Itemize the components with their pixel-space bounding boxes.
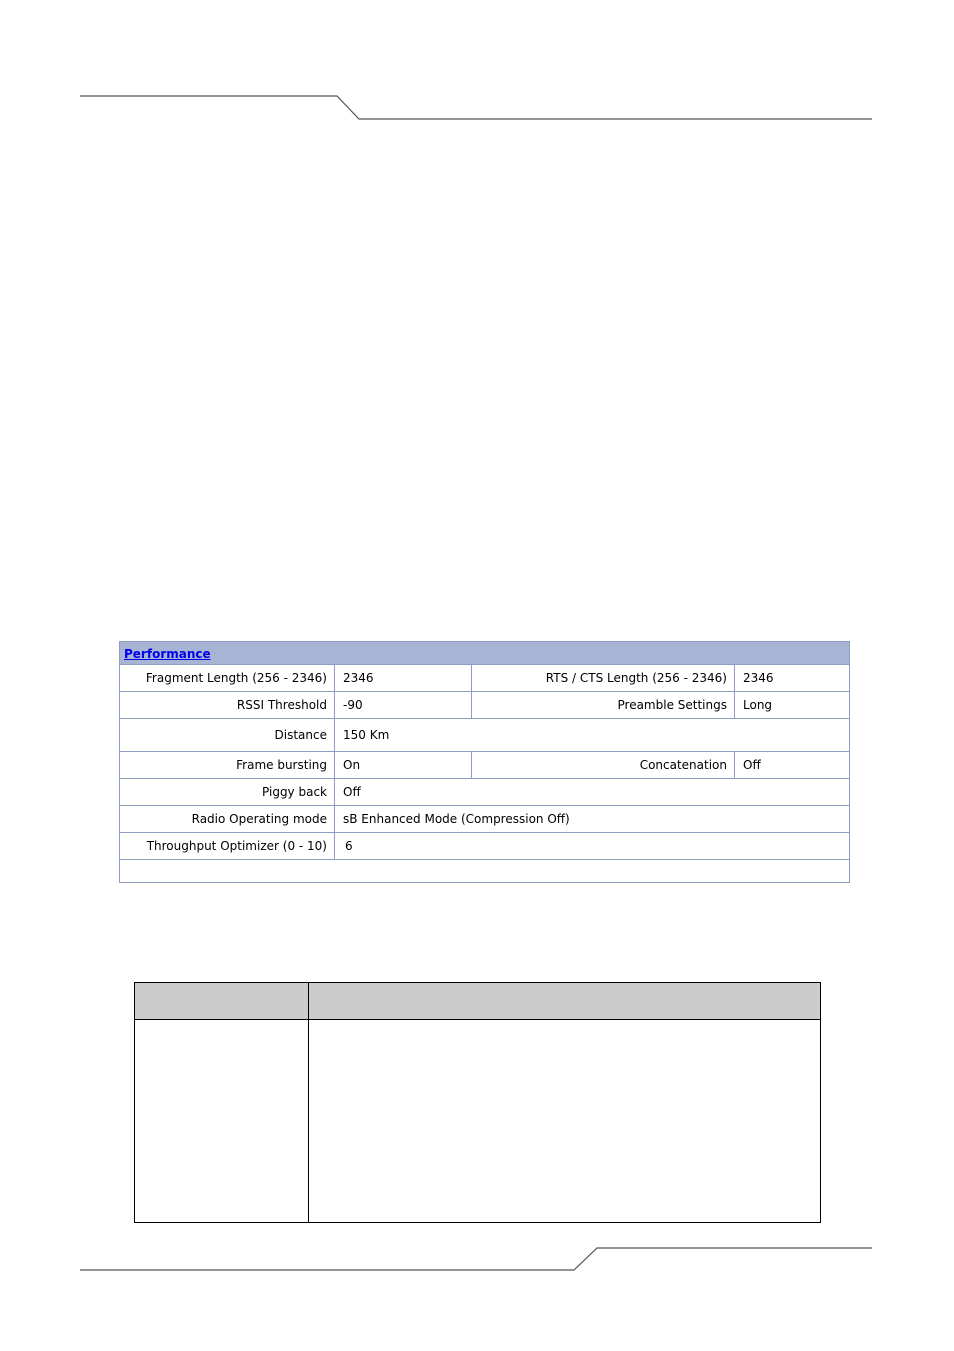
- performance-panel: [119, 641, 850, 883]
- fragment-length-value[interactable]: 2346: [334, 665, 471, 691]
- radio-operating-mode-value[interactable]: sB Enhanced Mode (Compression Off): [334, 806, 849, 832]
- row-fragment-length: [120, 665, 849, 692]
- rssi-threshold-label: RSSI Threshold: [236, 698, 327, 712]
- frame-bursting-label: Frame bursting: [236, 758, 327, 772]
- radio-operating-mode-label: Radio Operating mode: [191, 812, 327, 826]
- concatenation-value[interactable]: Off: [734, 752, 849, 778]
- row-piggy-back: [120, 779, 849, 806]
- piggy-back-value[interactable]: Off: [334, 779, 849, 805]
- frame-bursting-value[interactable]: On: [334, 752, 471, 778]
- distance-value[interactable]: 150 Km: [334, 719, 849, 751]
- preamble-settings-label: Preamble Settings: [471, 692, 734, 718]
- parameter-table-header: [135, 983, 820, 1020]
- throughput-optimizer-value[interactable]: 6: [334, 833, 849, 859]
- row-distance: [120, 719, 849, 752]
- row-rssi-threshold: [120, 692, 849, 719]
- throughput-optimizer-label: Throughput Optimizer (0 - 10): [146, 839, 327, 853]
- preamble-settings-value[interactable]: Long: [734, 692, 849, 718]
- row-radio-operating-mode: [120, 806, 849, 833]
- rts-cts-length-label: RTS / CTS Length (256 - 2346): [471, 665, 734, 691]
- row-throughput-optimizer: [120, 833, 849, 860]
- piggy-back-label: Piggy back: [262, 785, 327, 799]
- header-rule: [80, 96, 872, 119]
- distance-label: Distance: [274, 728, 327, 742]
- rts-cts-length-value[interactable]: 2346: [734, 665, 849, 691]
- footer-rule: [80, 1248, 872, 1270]
- parameter-table: [134, 982, 821, 1223]
- row-frame-bursting: [120, 752, 849, 779]
- fragment-length-label: Fragment Length (256 - 2346): [145, 671, 327, 685]
- concatenation-label: Concatenation: [471, 752, 734, 778]
- rssi-threshold-value[interactable]: -90: [334, 692, 471, 718]
- parameter-table-divider: [308, 983, 309, 1222]
- performance-title-link[interactable]: Performance: [124, 647, 211, 661]
- performance-header: [120, 642, 849, 665]
